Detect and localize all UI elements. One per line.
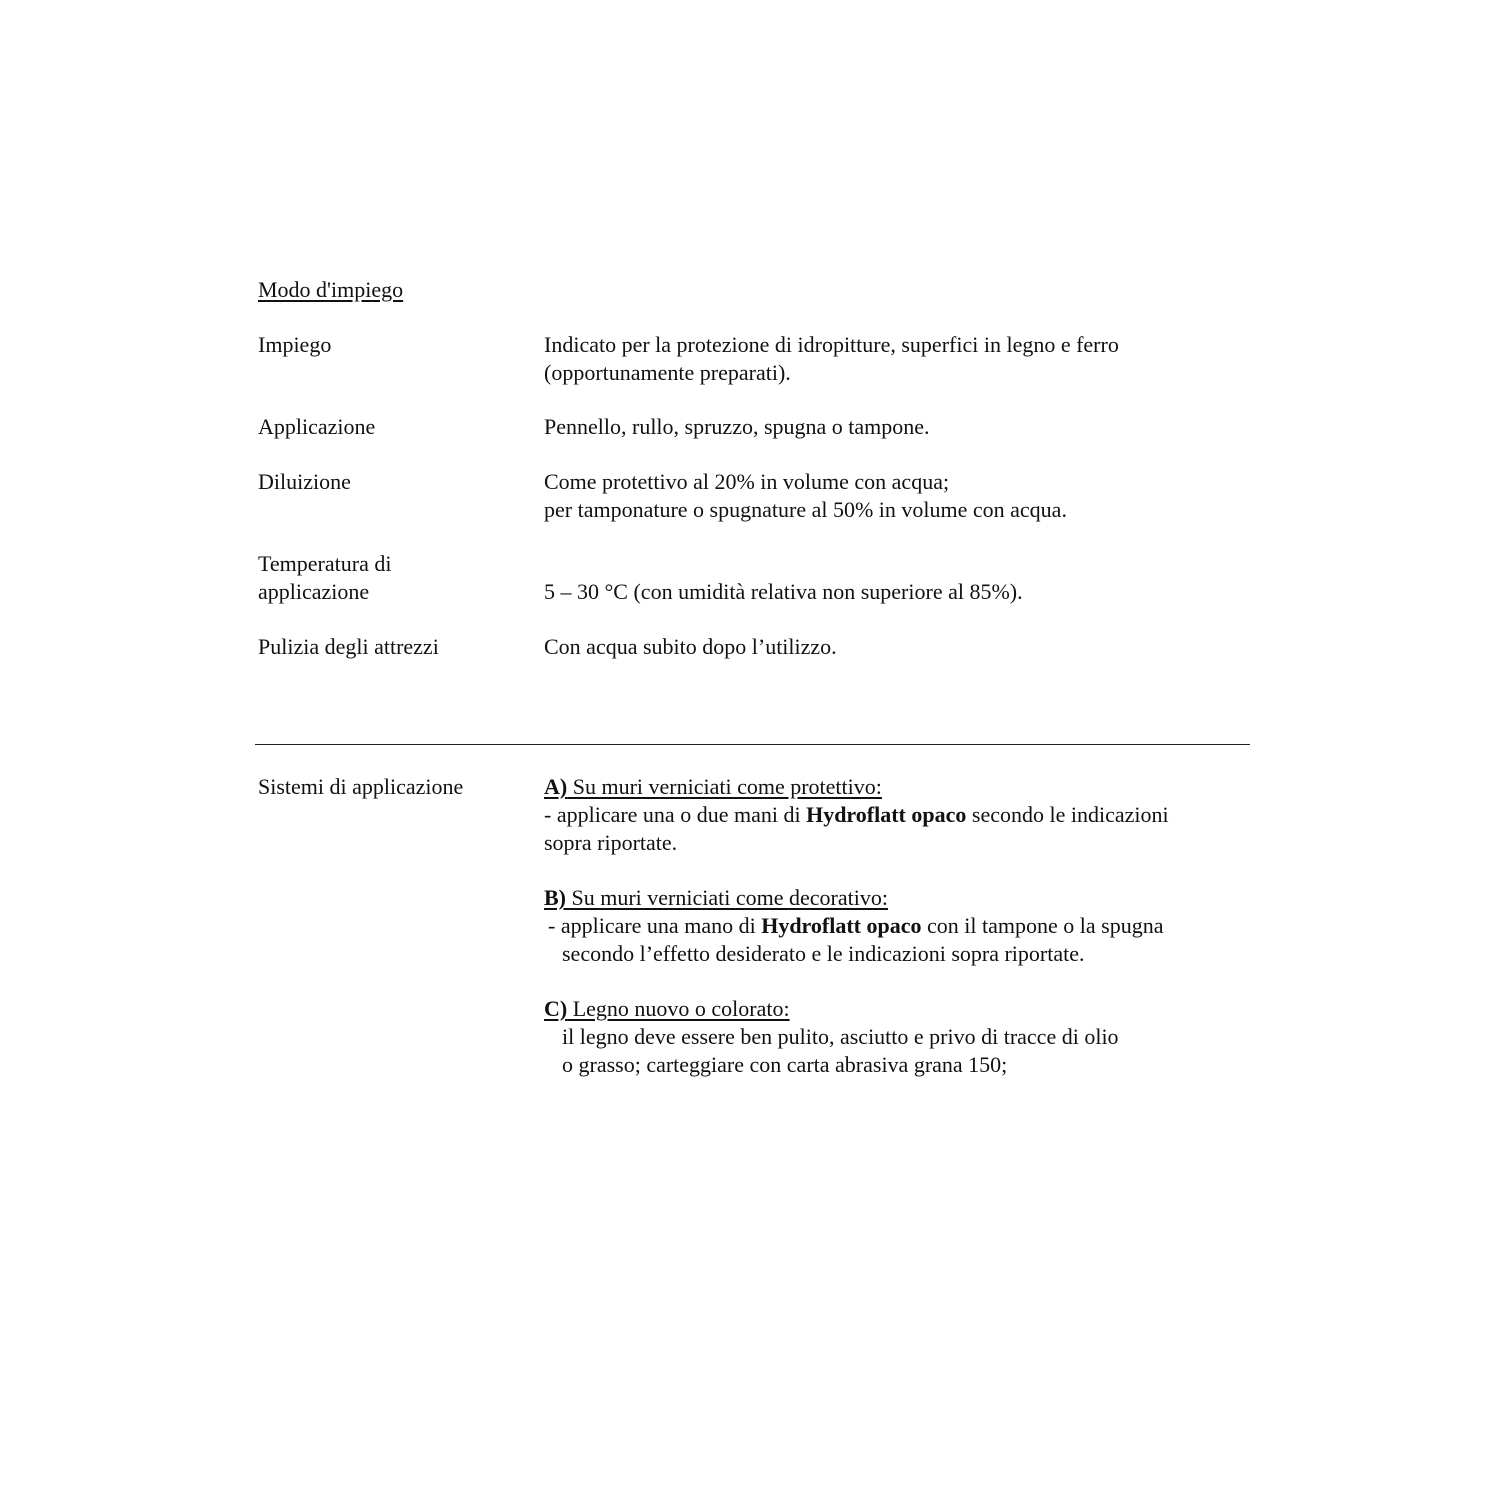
row-value-pulizia: Con acqua subito dopo l’utilizzo. xyxy=(544,634,837,659)
row-label-applicazione: Applicazione xyxy=(258,414,376,439)
system-a-line1-pre: - applicare una o due mani di xyxy=(544,802,807,827)
row-value-line: Indicato per la protezione di idropitture, superfici in legno e ferro xyxy=(544,332,1119,357)
row-label-sistemi: Sistemi di applicazione xyxy=(258,774,464,799)
system-c-letter: C) xyxy=(544,996,568,1021)
section-title: Modo d'impiego xyxy=(258,277,404,302)
system-c-line1: il legno deve essere ben pulito, asciutto e privo di tracce di olio xyxy=(562,1024,1119,1049)
system-b-heading xyxy=(544,884,1264,912)
system-c-heading xyxy=(544,995,1264,1023)
system-a-letter: A) xyxy=(544,774,568,799)
row-label-line: applicazione xyxy=(258,579,370,604)
system-c xyxy=(544,995,1264,1079)
row-label-line: Temperatura di xyxy=(258,551,392,576)
system-a-heading xyxy=(544,773,1264,801)
system-b-line1-post: con il tampone o la spugna xyxy=(921,913,1164,938)
section-divider xyxy=(255,744,1250,745)
row-label-impiego: Impiego xyxy=(258,332,332,357)
row-value-line: Come protettivo al 20% in volume con acqua; xyxy=(544,469,950,494)
row-value-impiego xyxy=(544,331,1264,387)
system-a-line1 xyxy=(544,801,1264,829)
product-name: Hydroflatt opaco xyxy=(761,913,922,938)
row-value-line: per tamponature o spugnature al 50% in volume con acqua. xyxy=(544,497,1067,522)
system-a-heading-text: Su muri verniciati come protettivo: xyxy=(567,774,882,799)
row-value-temperatura: 5 – 30 °C (con umidità relativa non superiore al 85%). xyxy=(544,579,1023,604)
product-name: Hydroflatt opaco xyxy=(806,802,967,827)
system-b-letter: B) xyxy=(544,885,566,910)
system-c-line2: o grasso; carteggiare con carta abrasiva grana 150; xyxy=(562,1052,1008,1077)
system-b-heading-text: Su muri verniciati come decorativo: xyxy=(566,885,888,910)
system-b-line1 xyxy=(544,912,1264,940)
row-value-diluizione xyxy=(544,468,1264,524)
row-label-diluizione: Diluizione xyxy=(258,469,351,494)
row-value-applicazione: Pennello, rullo, spruzzo, spugna o tampone. xyxy=(544,414,930,439)
system-a-line1-post: secondo le indicazioni xyxy=(966,802,1169,827)
row-value-sistemi xyxy=(544,773,1264,1079)
system-a xyxy=(544,773,1264,857)
system-a-line2: sopra riportate. xyxy=(544,830,678,855)
system-c-heading-text: Legno nuovo o colorato: xyxy=(567,996,790,1021)
row-value-line: (opportunamente preparati). xyxy=(544,360,791,385)
system-b-line2: secondo l’effetto desiderato e le indicazioni sopra riportate. xyxy=(562,941,1085,966)
row-label-pulizia: Pulizia degli attrezzi xyxy=(258,634,439,659)
row-label-temperatura xyxy=(258,550,528,606)
system-b-line1-pre: - applicare una mano di xyxy=(548,913,762,938)
system-b xyxy=(544,884,1264,968)
